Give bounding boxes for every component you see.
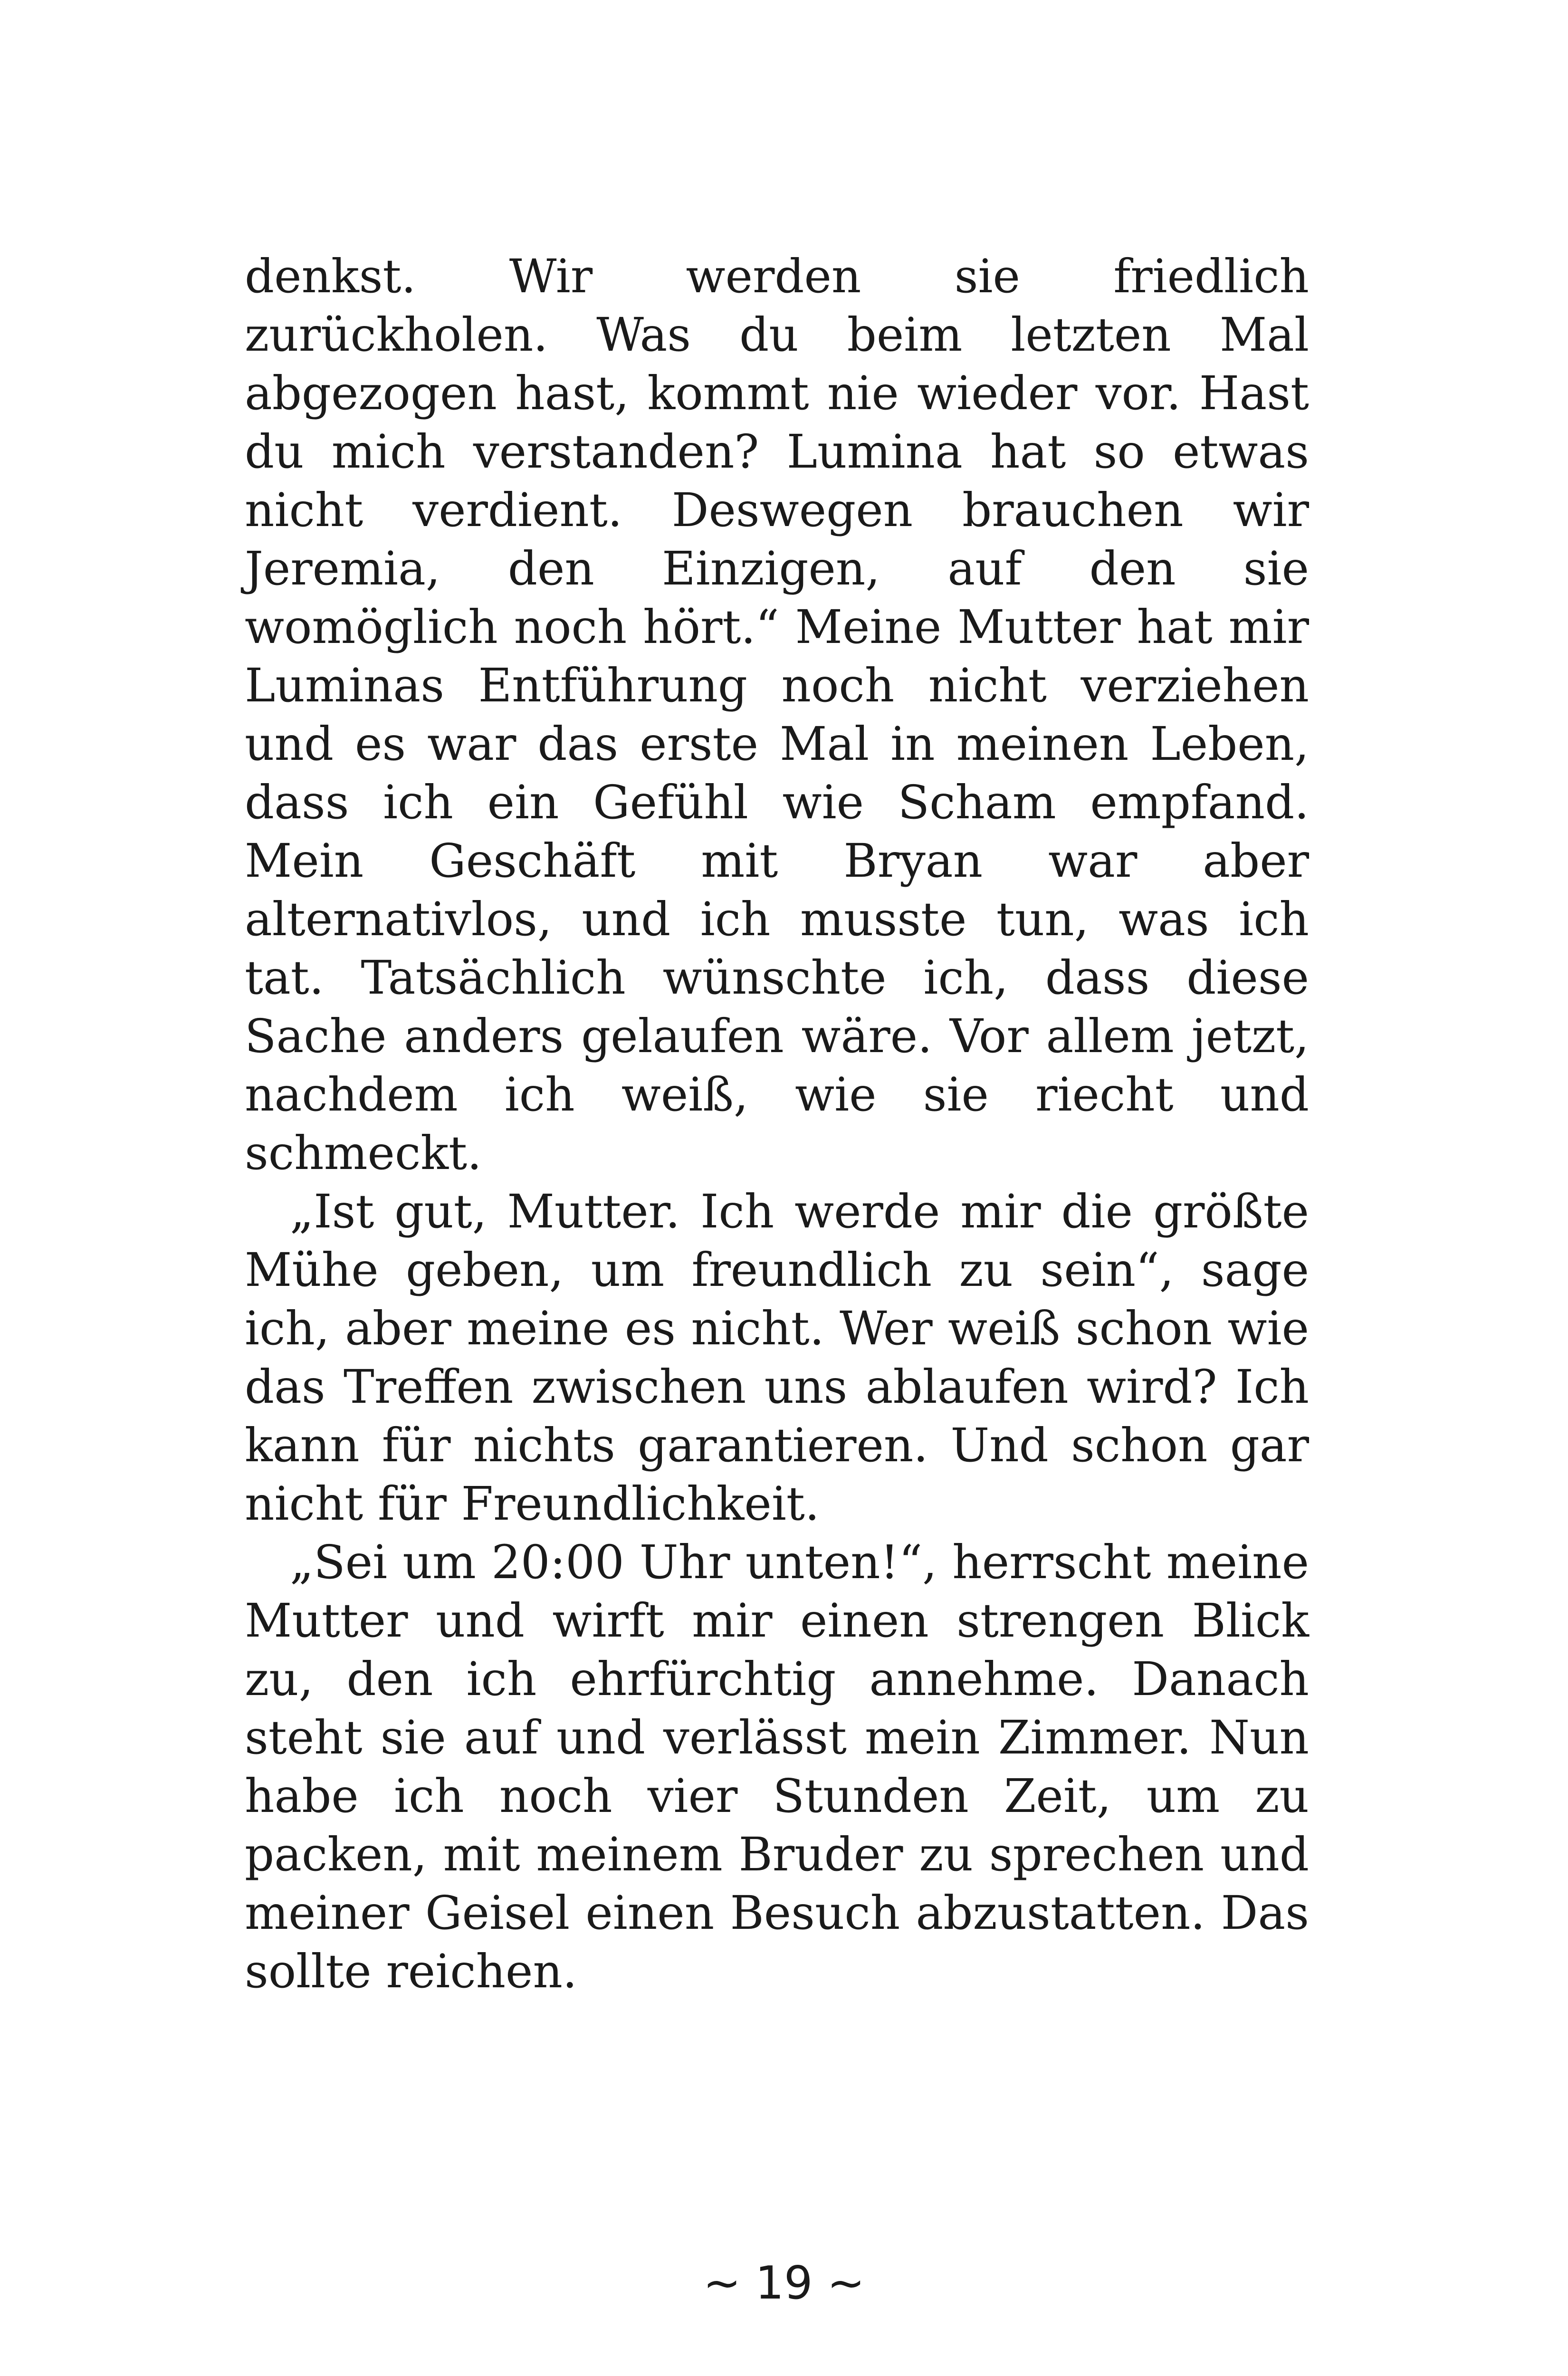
paragraph-3: „Sei um 20:00 Uhr unten!“, herrscht meine Mutter und wirft mir einen strengen Blick zu, den ich ehrfürchtig annehme. Danach steht sie auf und verlässt mein Zimmer. Nun habe ich noch vier Stunden Zeit, um zu packen, mit meinem Bruder zu sprechen und meiner Geisel einen Besuch abzustatten. Das sollte reichen. (245, 1535, 1309, 1998)
page-number: ~ 19 ~ (703, 2257, 865, 2309)
body-text (245, 247, 1309, 2001)
paragraph-1: denkst. Wir werden sie friedlich zurückholen. Was du beim letzten Mal abgezogen hast, kommt nie wieder vor. Hast du mich verstanden? Lumina hat so etwas nicht verdient. Deswegen brauchen wir Jeremia, den Einzigen, auf den sie womöglich noch hört.“ Meine Mutter hat mir Luminas Entführung noch nicht verziehen und es war das erste Mal in meinen Leben, dass ich ein Gefühl wie Scham empfand. Mein Geschäft mit Bryan war aber alternativlos, und ich musste tun, was ich tat. Tatsächlich wünschte ich, dass diese Sache anders gelaufen wäre. Vor allem jetzt, nachdem ich weiß, wie sie riecht und schmeckt. (245, 249, 1309, 1180)
paragraph-2: „Ist gut, Mutter. Ich werde mir die größte Mühe geben, um freundlich zu sein“, sage ich, aber meine es nicht. Wer weiß schon wie das Treffen zwischen uns ablaufen wird? Ich kann für nichts garantieren. Und schon gar nicht für Freundlichkeit. (245, 1185, 1309, 1531)
